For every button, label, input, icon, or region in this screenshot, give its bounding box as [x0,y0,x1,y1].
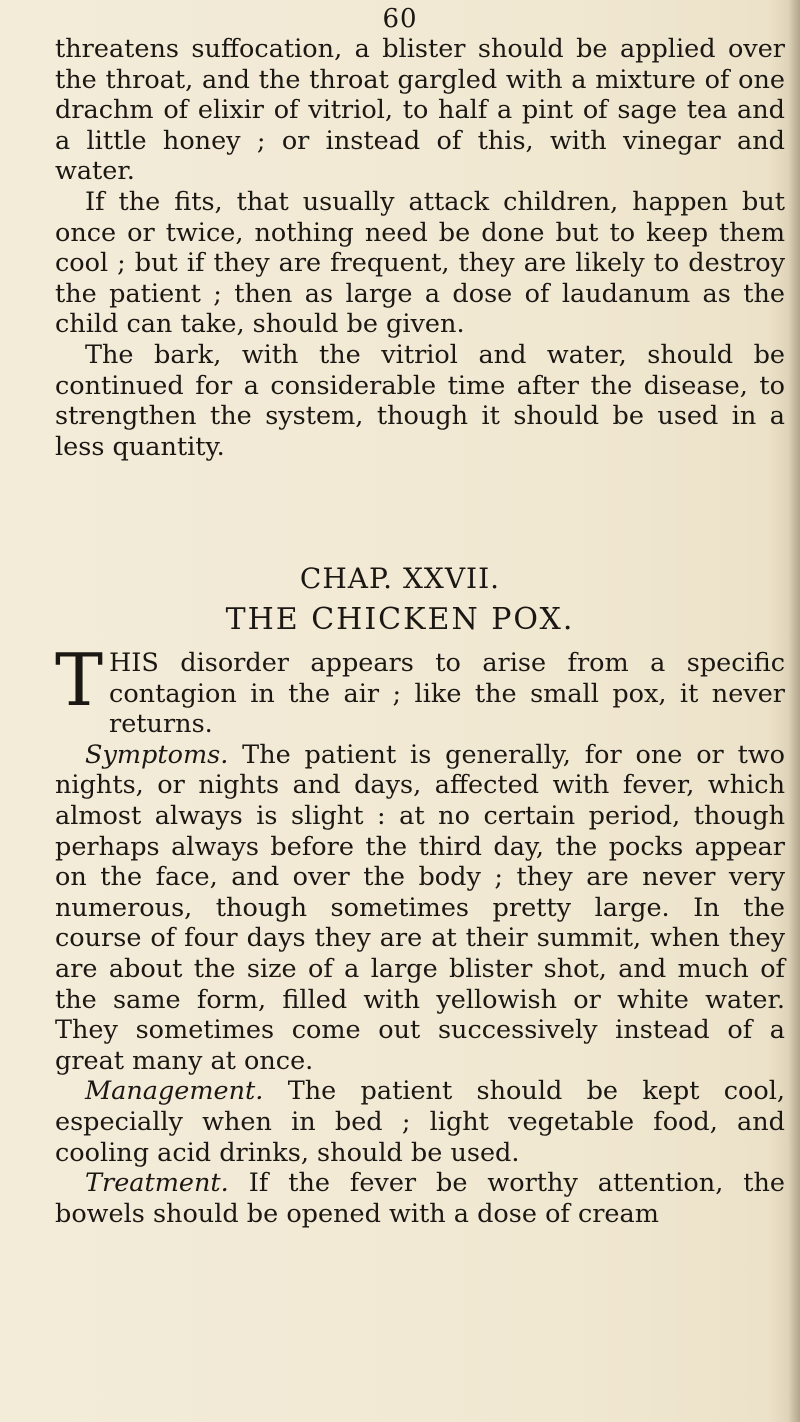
management-label: Management. [85,1076,264,1107]
continuation-text [55,34,785,462]
symptoms-text: The patient is generally, for one or two nights, or nights and days, affected with fever, which almost always is slight : at no certain period, though perhaps always before the third day, the pocks appear on the face, and over the body ; they are never very numerous, though sometimes pretty large. In the course of four days they are at their summit, when they are about the size of a large blister shot, and much of the same form, filled with yellowish or white water. They sometimes come out successively instead of a great many at once. [55,739,785,1076]
chapter-title: THE CHICKEN POX. [225,602,575,637]
symptoms-label: Symptoms. [85,739,229,770]
drop-cap: T [55,638,104,722]
page-number: 60 [382,4,418,34]
treatment-label: Treatment. [85,1168,229,1199]
paragraph-suffocation: threatens suffocation, a blister should be applied over the throat, and the throat gargled with a mixture of one drachm of elixir of vitriol, to half a pint of sage tea and a little honey ; or instead of this, with vinegar and water. [55,34,785,187]
paragraph-treatment [55,1168,785,1229]
chapter-number: CHAP. XXVII. [299,562,501,595]
paragraph-management [55,1076,785,1168]
management-text: The patient should be kept cool, especially when in bed ; light vegetable food, and cooling acid drinks, should be used. [55,1076,785,1168]
paragraph-symptoms [55,740,785,1077]
treatment-text: If the fever be worthy attention, the bowels should be opened with a dose of cream [55,1168,785,1229]
page-edge-shadow [788,0,800,1422]
paragraph-bark: The bark, with the vitriol and water, should be continued for a considerable time after the disease, to strengthen the system, though it should be used in a less quantity. [55,339,785,462]
paragraph-fits: If the fits, that usually attack children, happen but once or twice, nothing need be done but to keep them cool ; but if they are frequent, they are likely to destroy the patient ; then as large a dose of laudanum as the child can take, should be given. [55,186,785,340]
intro-text: HIS disorder appears to arise from a specific contagion in the air ; like the small pox, it never returns. [109,648,785,740]
paragraph-intro [55,638,785,740]
chapter-body [55,638,785,1229]
